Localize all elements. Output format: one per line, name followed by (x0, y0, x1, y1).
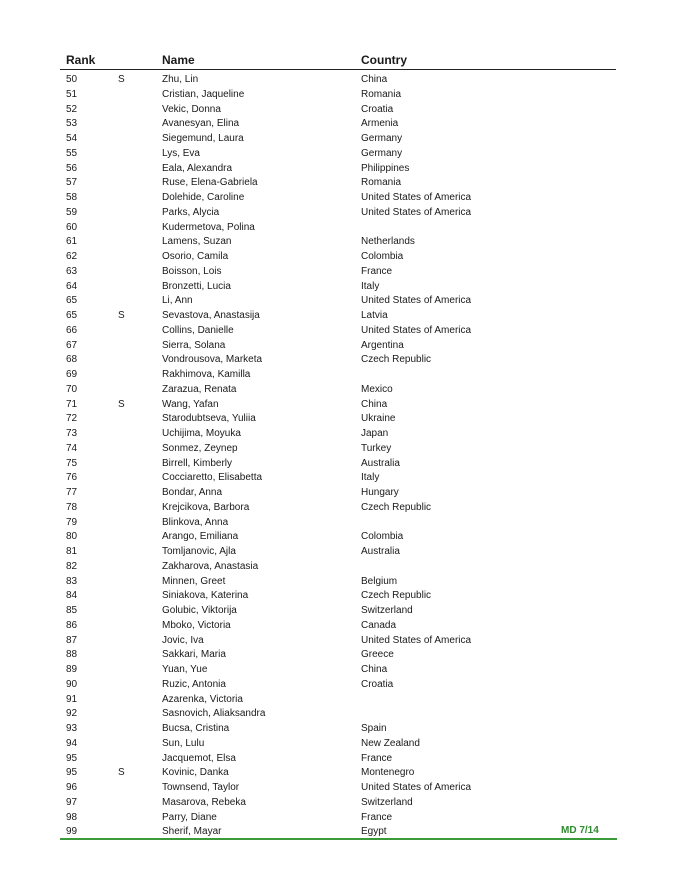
rank-cell: 65 (66, 310, 78, 321)
table-row (0, 693, 673, 708)
country-cell: France (361, 265, 393, 277)
country-cell: China (361, 664, 388, 675)
table-row (0, 132, 673, 147)
player-name-cell: Lys, Eva (162, 147, 200, 159)
table-row (0, 604, 673, 619)
country-cell: Spain (361, 723, 387, 734)
seed-flag-cell: S (118, 74, 125, 85)
rank-cell: 53 (66, 118, 78, 130)
player-name-cell: Golubic, Viktorija (162, 605, 237, 616)
player-name-cell: Zarazua, Renata (162, 383, 237, 395)
rank-cell: 94 (66, 737, 78, 749)
rank-cell: 51 (66, 88, 78, 100)
rank-cell: 57 (66, 177, 78, 189)
player-name-cell: Li, Ann (162, 295, 193, 307)
rank-cell: 56 (66, 162, 78, 174)
country-cell: Egypt (361, 826, 387, 838)
table-row (0, 88, 673, 103)
player-name-cell: Ruzic, Antonia (162, 678, 226, 690)
table-row (0, 619, 673, 634)
player-name-cell: Siniakova, Katerina (162, 590, 249, 602)
player-name-cell: Siegemund, Laura (162, 133, 244, 144)
player-name-cell: Uchijima, Moyuka (162, 428, 241, 439)
rank-cell: 52 (66, 103, 78, 115)
player-name-cell: Parks, Alycia (162, 206, 220, 218)
table-row (0, 147, 673, 162)
country-cell: Germany (361, 147, 403, 159)
country-cell: Argentina (361, 339, 404, 351)
rank-cell: 67 (66, 339, 78, 351)
player-name-cell: Collins, Danielle (162, 324, 234, 336)
table-row (0, 235, 673, 250)
table-row (0, 339, 673, 354)
player-name-cell: Mboko, Victoria (162, 619, 231, 631)
country-cell: Netherlands (361, 236, 415, 248)
rank-cell: 85 (66, 605, 78, 616)
player-name-cell: Jacquemot, Elsa (162, 752, 236, 764)
table-row (0, 457, 673, 472)
table-row (0, 265, 673, 280)
table-header (0, 53, 673, 69)
country-cell: Turkey (361, 442, 392, 454)
table-row (0, 427, 673, 442)
rank-cell: 90 (66, 678, 78, 690)
rank-cell: 99 (66, 826, 78, 838)
rank-cell: 93 (66, 723, 78, 734)
country-cell: Montenegro (361, 767, 415, 779)
player-name-cell: Townsend, Taylor (162, 782, 240, 793)
rank-cell: 70 (66, 383, 78, 395)
rank-cell: 80 (66, 531, 78, 543)
player-name-cell: Dolehide, Caroline (162, 192, 245, 203)
player-name-cell: Azarenka, Victoria (162, 693, 243, 705)
table-row (0, 398, 673, 413)
table-row (0, 383, 673, 398)
rank-cell: 55 (66, 147, 78, 159)
rank-cell: 97 (66, 796, 78, 808)
table-row (0, 280, 673, 295)
player-name-cell: Sasnovich, Aliaksandra (162, 708, 266, 720)
country-cell: Italy (361, 280, 380, 292)
player-name-cell: Wang, Yafan (162, 398, 219, 410)
player-name-cell: Zakharova, Anastasia (162, 560, 259, 572)
rank-cell: 88 (66, 649, 78, 661)
rank-cell: 82 (66, 560, 78, 572)
name-column-header: Name (162, 53, 195, 67)
country-cell: Japan (361, 428, 389, 439)
country-cell: Czech Republic (361, 354, 432, 366)
player-name-cell: Sonmez, Zeynep (162, 442, 238, 454)
player-name-cell: Krejcikova, Barbora (162, 501, 250, 513)
country-cell: United States of America (361, 206, 472, 218)
player-name-cell: Zhu, Lin (162, 74, 199, 85)
rank-cell: 87 (66, 634, 78, 646)
rank-cell: 91 (66, 693, 78, 705)
player-name-cell: Boisson, Lois (162, 265, 222, 277)
country-cell: Colombia (361, 251, 404, 262)
player-name-cell: Starodubtseva, Yuliia (162, 413, 256, 425)
seed-flag-cell: S (118, 398, 125, 410)
country-cell: Germany (361, 133, 403, 144)
rank-cell: 83 (66, 575, 78, 587)
player-name-cell: Rakhimova, Kamilla (162, 369, 251, 380)
country-cell: Romania (361, 88, 402, 100)
country-cell: Ukraine (361, 413, 396, 425)
rank-cell: 98 (66, 811, 78, 823)
table-row (0, 648, 673, 663)
rank-cell: 96 (66, 782, 78, 793)
player-name-cell: Lamens, Suzan (162, 236, 232, 248)
player-name-cell: Parry, Diane (162, 811, 217, 823)
player-name-cell: Bronzetti, Lucia (162, 280, 231, 292)
rank-cell: 72 (66, 413, 78, 425)
player-name-cell: Minnen, Greet (162, 575, 226, 587)
player-name-cell: Sevastova, Anastasija (162, 310, 260, 321)
rank-cell: 75 (66, 457, 78, 469)
table-row (0, 766, 673, 781)
country-cell: China (361, 398, 388, 410)
country-cell: Colombia (361, 531, 404, 543)
table-row (0, 117, 673, 132)
rank-cell: 64 (66, 280, 78, 292)
rank-cell: 84 (66, 590, 78, 602)
country-cell: China (361, 74, 388, 85)
country-cell: Latvia (361, 310, 388, 321)
rank-cell: 81 (66, 546, 78, 557)
table-row (0, 796, 673, 811)
rank-cell: 95 (66, 767, 78, 779)
country-cell: United States of America (361, 782, 472, 793)
rank-cell: 76 (66, 472, 78, 484)
table-row (0, 176, 673, 191)
rank-cell: 59 (66, 206, 78, 218)
rank-cell: 92 (66, 708, 78, 720)
table-row (0, 781, 673, 796)
table-row (0, 294, 673, 309)
country-cell: Croatia (361, 678, 394, 690)
country-cell: France (361, 752, 393, 764)
rank-cell: 79 (66, 516, 78, 528)
ranking-list (0, 73, 673, 840)
player-name-cell: Jovic, Iva (162, 634, 204, 646)
rank-cell: 69 (66, 369, 78, 380)
rank-cell: 77 (66, 487, 78, 498)
rank-cell: 89 (66, 664, 78, 675)
player-name-cell: Kovinic, Danka (162, 767, 229, 779)
table-row (0, 560, 673, 575)
country-cell: Canada (361, 619, 397, 631)
rank-cell: 71 (66, 398, 78, 410)
rank-cell: 58 (66, 192, 78, 203)
page-code: MD 7/14 (561, 825, 599, 836)
player-name-cell: Yuan, Yue (162, 664, 208, 675)
country-cell: Australia (361, 546, 400, 557)
country-column-header: Country (361, 53, 407, 67)
table-row (0, 530, 673, 545)
player-name-cell: Bucsa, Cristina (162, 723, 230, 734)
table-row (0, 103, 673, 118)
table-row (0, 501, 673, 516)
table-row (0, 368, 673, 383)
player-name-cell: Sherif, Mayar (162, 826, 222, 838)
rank-cell: 86 (66, 619, 78, 631)
table-row (0, 678, 673, 693)
country-cell: Philippines (361, 162, 410, 174)
player-name-cell: Ruse, Elena-Gabriela (162, 177, 258, 189)
seed-flag-cell: S (118, 767, 125, 779)
player-name-cell: Vekic, Donna (162, 103, 221, 115)
rank-cell: 66 (66, 324, 78, 336)
country-cell: United States of America (361, 324, 472, 336)
player-name-cell: Sakkari, Maria (162, 649, 226, 661)
table-row (0, 752, 673, 767)
player-name-cell: Birrell, Kimberly (162, 457, 233, 469)
rank-column-header: Rank (66, 53, 96, 67)
rank-cell: 54 (66, 133, 78, 144)
player-name-cell: Sun, Lulu (162, 737, 205, 749)
player-name-cell: Bondar, Anna (162, 487, 223, 498)
country-cell: Armenia (361, 118, 399, 130)
table-row (0, 722, 673, 737)
country-cell: Australia (361, 457, 400, 469)
table-row (0, 191, 673, 206)
player-name-cell: Masarova, Rebeka (162, 796, 246, 808)
country-cell: Czech Republic (361, 501, 432, 513)
country-cell: Mexico (361, 383, 393, 395)
table-row (0, 811, 673, 826)
table-row (0, 589, 673, 604)
table-row (0, 575, 673, 590)
seed-flag-cell: S (118, 310, 125, 321)
player-name-cell: Arango, Emiliana (162, 531, 239, 543)
player-name-cell: Eala, Alexandra (162, 162, 233, 174)
footer-divider (60, 838, 617, 840)
country-cell: Croatia (361, 103, 394, 115)
player-name-cell: Sierra, Solana (162, 339, 226, 351)
table-row (0, 73, 673, 88)
table-row (0, 545, 673, 560)
rank-cell: 63 (66, 265, 78, 277)
player-name-cell: Vondrousova, Marketa (162, 354, 263, 366)
country-cell: United States of America (361, 295, 472, 307)
table-row (0, 442, 673, 457)
country-cell: Italy (361, 472, 380, 484)
rank-cell: 60 (66, 221, 78, 233)
country-cell: Greece (361, 649, 394, 661)
table-row (0, 516, 673, 531)
country-cell: United States of America (361, 634, 472, 646)
rank-cell: 73 (66, 428, 78, 439)
player-name-cell: Osorio, Camila (162, 251, 229, 262)
country-cell: Switzerland (361, 605, 413, 616)
rank-cell: 95 (66, 752, 78, 764)
table-row (0, 162, 673, 177)
country-cell: France (361, 811, 393, 823)
player-name-cell: Cristian, Jaqueline (162, 88, 245, 100)
header-divider (60, 69, 616, 70)
rank-cell: 78 (66, 501, 78, 513)
country-cell: Hungary (361, 487, 399, 498)
rank-cell: 74 (66, 442, 78, 454)
table-row (0, 663, 673, 678)
table-row (0, 309, 673, 324)
player-name-cell: Tomljanovic, Ajla (162, 546, 236, 557)
table-row (0, 471, 673, 486)
player-name-cell: Avanesyan, Elina (162, 118, 240, 130)
country-cell: Belgium (361, 575, 398, 587)
table-row (0, 634, 673, 649)
rank-cell: 65 (66, 295, 78, 307)
table-row (0, 353, 673, 368)
player-name-cell: Blinkova, Anna (162, 516, 229, 528)
country-cell: Romania (361, 177, 402, 189)
table-row (0, 707, 673, 722)
country-cell: New Zealand (361, 737, 420, 749)
table-row (0, 412, 673, 427)
table-row (0, 324, 673, 339)
rank-cell: 62 (66, 251, 78, 262)
table-row (0, 206, 673, 221)
table-row (0, 486, 673, 501)
country-cell: United States of America (361, 192, 472, 203)
rank-cell: 61 (66, 236, 78, 248)
country-cell: Czech Republic (361, 590, 432, 602)
table-row (0, 737, 673, 752)
rank-cell: 68 (66, 354, 78, 366)
table-row (0, 221, 673, 236)
player-name-cell: Cocciaretto, Elisabetta (162, 472, 263, 484)
rank-cell: 50 (66, 74, 78, 85)
country-cell: Switzerland (361, 796, 413, 808)
table-row (0, 250, 673, 265)
player-name-cell: Kudermetova, Polina (162, 221, 255, 233)
